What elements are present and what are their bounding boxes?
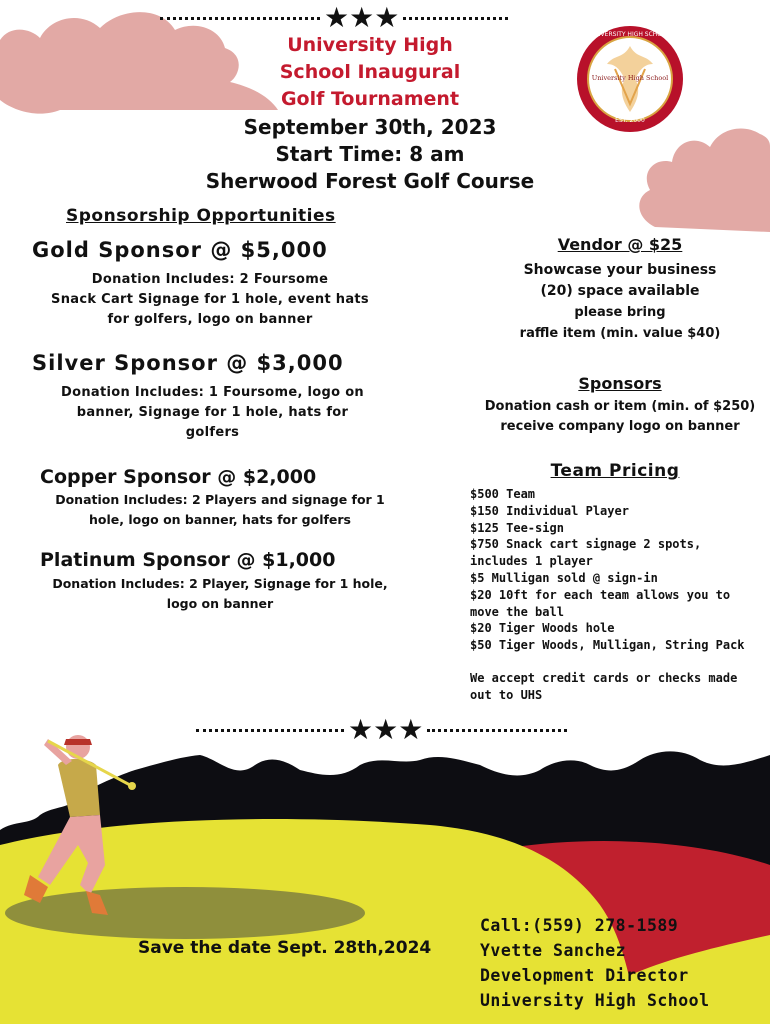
price-line: $20 Tiger Woods hole <box>470 621 615 636</box>
price-line: move the ball <box>470 604 564 619</box>
price-line: $750 Snack cart signage 2 spots, <box>470 537 702 552</box>
gold-sponsor-title: Gold Sponsor @ $5,000 <box>32 238 328 262</box>
sponsors-heading: Sponsors <box>578 374 662 393</box>
title-line: University High <box>287 34 453 56</box>
team-pricing-heading: Team Pricing <box>550 461 680 481</box>
logo-ring-text: UNIVERSITY HIGH SCHOOL <box>589 31 671 38</box>
price-line: $5 Mulligan sold @ sign-in <box>470 570 658 585</box>
contact-line: Yvette Sanchez <box>480 941 627 960</box>
price-line: $150 Individual Player <box>470 503 629 518</box>
price-line: $20 10ft for each team allows you to <box>470 587 731 602</box>
copper-sponsor-details <box>40 490 400 530</box>
platinum-sponsor-title: Platinum Sponsor @ $1,000 <box>40 549 336 571</box>
detail-line: Showcase your business <box>523 262 717 278</box>
sponsors-details <box>470 397 770 437</box>
school-logo <box>575 24 685 134</box>
payment-line: out to UHS <box>470 687 543 702</box>
contact-line: Call:(559) 278-1589 <box>480 916 679 935</box>
fairway-green <box>5 887 365 939</box>
detail-line: hole, logo on banner, hats for golfers <box>88 512 352 527</box>
divider-dots <box>427 729 567 732</box>
detail-line: raffle item (min. value $40) <box>519 326 721 341</box>
detail-line: banner, Signage for 1 hole, hats for <box>76 405 349 420</box>
detail-line: Donation Includes: 2 Foursome <box>91 272 329 287</box>
detail-line: Donation cash or item (min. of $250) <box>484 399 756 414</box>
detail-line: Donation Includes: 1 Foursome, logo on <box>61 385 364 400</box>
title-line: School Inaugural <box>279 61 461 83</box>
title-line: Golf Tournament <box>280 88 460 110</box>
vendor-heading: Vendor @ $25 <box>557 235 683 254</box>
star-icon: ★★★ <box>348 713 424 746</box>
contact-line: University High School <box>480 991 710 1010</box>
star-icon: ★★★ <box>324 1 400 34</box>
event-title <box>230 32 510 113</box>
detail-line: Donation Includes: 2 Player, Signage for 1 hole, <box>52 576 388 591</box>
detail-line: please bring <box>574 305 666 320</box>
sponsorship-heading: Sponsorship Opportunities <box>66 206 336 226</box>
detail-line: Donation Includes: 2 Players and signage for 1 <box>55 492 385 507</box>
top-divider <box>160 1 518 34</box>
start-time: Start Time: 8 am <box>275 142 465 166</box>
price-line: $125 Tee-sign <box>470 520 564 535</box>
silver-sponsor-details <box>30 383 395 443</box>
detail-line: logo on banner <box>166 596 274 611</box>
divider-dots <box>196 729 344 732</box>
detail-line: for golfers, logo on banner <box>107 312 313 327</box>
detail-line: Snack Cart Signage for 1 hole, event hats <box>51 292 369 307</box>
platinum-sponsor-details <box>30 574 410 614</box>
vendor-details <box>480 260 760 344</box>
detail-line: (20) space available <box>540 283 700 299</box>
event-date: September 30th, 2023 <box>243 115 497 139</box>
payment-line: We accept credit cards or checks made <box>470 670 738 685</box>
copper-sponsor-title: Copper Sponsor @ $2,000 <box>40 466 317 488</box>
logo-center-text: University High School <box>591 74 669 82</box>
venue: Sherwood Forest Golf Course <box>205 169 535 193</box>
save-the-date: Save the date Sept. 28th,2024 <box>138 938 432 958</box>
team-pricing-list <box>470 486 765 704</box>
logo-est-text: EST. 2000 <box>615 117 645 124</box>
silver-sponsor-title: Silver Sponsor @ $3,000 <box>32 351 344 375</box>
divider-dots <box>403 17 508 20</box>
price-line: includes 1 player <box>470 554 593 569</box>
detail-line: golfers <box>185 425 240 440</box>
price-line: $50 Tiger Woods, Mulligan, String Pack <box>470 638 745 653</box>
gold-sponsor-details <box>20 270 400 330</box>
contact-line: Development Director <box>480 966 689 985</box>
detail-line: receive company logo on banner <box>500 419 740 434</box>
divider-dots <box>160 17 320 20</box>
price-line: $500 Team <box>470 487 536 501</box>
contact-info <box>480 913 765 1013</box>
